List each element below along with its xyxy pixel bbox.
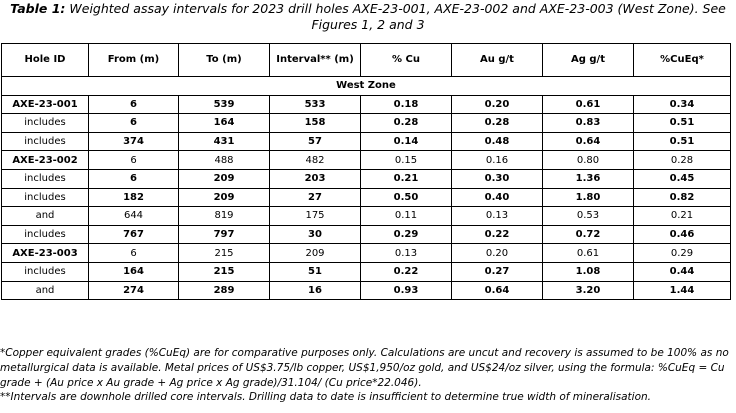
- au-cell: 0.13: [452, 207, 543, 226]
- cueq-cell: 0.21: [634, 207, 731, 226]
- au-cell: 0.28: [452, 114, 543, 133]
- interval-cell: 27: [270, 188, 361, 207]
- zone-row: [2, 77, 731, 96]
- ag-cell: 0.61: [543, 244, 634, 263]
- table-row: [2, 262, 731, 281]
- zone-label: West Zone: [2, 77, 731, 96]
- header-interval: Interval** (m): [270, 44, 361, 77]
- to-cell: 797: [179, 225, 270, 244]
- cu-cell: 0.93: [361, 281, 452, 300]
- cu-cell: 0.11: [361, 207, 452, 226]
- cueq-cell: 0.46: [634, 225, 731, 244]
- hole-id-cell: AXE-23-003: [2, 244, 89, 263]
- from-cell: 6: [89, 244, 179, 263]
- to-cell: 488: [179, 151, 270, 170]
- footnote-intervals: **Intervals are downhole drilled core intervals. Drilling data to date is insufficient to determine true width of mineralisation.: [0, 391, 651, 404]
- hole-id-cell: includes: [2, 225, 89, 244]
- cu-cell: 0.28: [361, 114, 452, 133]
- cueq-cell: 0.34: [634, 95, 731, 114]
- cu-cell: 0.14: [361, 132, 452, 151]
- from-cell: 767: [89, 225, 179, 244]
- interval-cell: 203: [270, 169, 361, 188]
- interval-cell: 16: [270, 281, 361, 300]
- hole-id-cell: includes: [2, 132, 89, 151]
- header-au: Au g/t: [452, 44, 543, 77]
- from-cell: 6: [89, 169, 179, 188]
- interval-cell: 57: [270, 132, 361, 151]
- cueq-cell: 1.44: [634, 281, 731, 300]
- table-row: [2, 281, 731, 300]
- to-cell: 209: [179, 188, 270, 207]
- header-ag: Ag g/t: [543, 44, 634, 77]
- table-row: [2, 244, 731, 263]
- from-cell: 6: [89, 114, 179, 133]
- cueq-cell: 0.28: [634, 151, 731, 170]
- cueq-cell: 0.45: [634, 169, 731, 188]
- cueq-cell: 0.82: [634, 188, 731, 207]
- interval-cell: 51: [270, 262, 361, 281]
- au-cell: 0.64: [452, 281, 543, 300]
- header-to: To (m): [179, 44, 270, 77]
- cu-cell: 0.18: [361, 95, 452, 114]
- hole-id-cell: and: [2, 281, 89, 300]
- hole-id-cell: AXE-23-001: [2, 95, 89, 114]
- ag-cell: 0.53: [543, 207, 634, 226]
- au-cell: 0.20: [452, 95, 543, 114]
- au-cell: 0.16: [452, 151, 543, 170]
- from-cell: 644: [89, 207, 179, 226]
- hole-id-cell: and: [2, 207, 89, 226]
- ag-cell: 0.61: [543, 95, 634, 114]
- ag-cell: 1.36: [543, 169, 634, 188]
- header-from: From (m): [89, 44, 179, 77]
- hole-id-cell: includes: [2, 169, 89, 188]
- table-row: [2, 188, 731, 207]
- to-cell: 215: [179, 244, 270, 263]
- interval-cell: 30: [270, 225, 361, 244]
- table-caption: [0, 1, 736, 33]
- from-cell: 164: [89, 262, 179, 281]
- au-cell: 0.40: [452, 188, 543, 207]
- ag-cell: 0.80: [543, 151, 634, 170]
- cu-cell: 0.22: [361, 262, 452, 281]
- header-cueq: %CuEq*: [634, 44, 731, 77]
- from-cell: 374: [89, 132, 179, 151]
- cueq-cell: 0.51: [634, 114, 731, 133]
- to-cell: 215: [179, 262, 270, 281]
- footnotes: [0, 346, 734, 405]
- interval-cell: 158: [270, 114, 361, 133]
- header-cu: % Cu: [361, 44, 452, 77]
- ag-cell: 0.64: [543, 132, 634, 151]
- from-cell: 6: [89, 95, 179, 114]
- to-cell: 819: [179, 207, 270, 226]
- cu-cell: 0.50: [361, 188, 452, 207]
- table-row: [2, 132, 731, 151]
- au-cell: 0.30: [452, 169, 543, 188]
- hole-id-cell: includes: [2, 114, 89, 133]
- interval-cell: 209: [270, 244, 361, 263]
- cueq-cell: 0.51: [634, 132, 731, 151]
- ag-cell: 3.20: [543, 281, 634, 300]
- interval-cell: 482: [270, 151, 361, 170]
- hole-id-cell: includes: [2, 262, 89, 281]
- from-cell: 182: [89, 188, 179, 207]
- table-row: [2, 95, 731, 114]
- cueq-cell: 0.44: [634, 262, 731, 281]
- header-hole-id: Hole ID: [2, 44, 89, 77]
- cu-cell: 0.21: [361, 169, 452, 188]
- to-cell: 431: [179, 132, 270, 151]
- table-row: [2, 169, 731, 188]
- to-cell: 539: [179, 95, 270, 114]
- assay-table: [1, 43, 731, 300]
- from-cell: 6: [89, 151, 179, 170]
- table-row: [2, 151, 731, 170]
- au-cell: 0.22: [452, 225, 543, 244]
- caption-lead: Table 1:: [10, 1, 66, 16]
- caption-text: Weighted assay intervals for 2023 drill holes AXE-23-001, AXE-23-002 and AXE-23-003 (West Zone). See Figures 1, 2 and 3: [69, 1, 726, 32]
- to-cell: 209: [179, 169, 270, 188]
- ag-cell: 0.72: [543, 225, 634, 244]
- to-cell: 164: [179, 114, 270, 133]
- hole-id-cell: AXE-23-002: [2, 151, 89, 170]
- ag-cell: 0.83: [543, 114, 634, 133]
- ag-cell: 1.08: [543, 262, 634, 281]
- ag-cell: 1.80: [543, 188, 634, 207]
- au-cell: 0.27: [452, 262, 543, 281]
- interval-cell: 175: [270, 207, 361, 226]
- cu-cell: 0.15: [361, 151, 452, 170]
- table-row: [2, 114, 731, 133]
- table-row: [2, 207, 731, 226]
- header-row: [2, 44, 731, 77]
- au-cell: 0.48: [452, 132, 543, 151]
- cu-cell: 0.13: [361, 244, 452, 263]
- interval-cell: 533: [270, 95, 361, 114]
- to-cell: 289: [179, 281, 270, 300]
- au-cell: 0.20: [452, 244, 543, 263]
- table-body: [2, 77, 731, 300]
- cu-cell: 0.29: [361, 225, 452, 244]
- table-row: [2, 225, 731, 244]
- from-cell: 274: [89, 281, 179, 300]
- footnote-cueq: *Copper equivalent grades (%CuEq) are for comparative purposes only. Calculations are uncut and recovery is assumed to be 100% as no metallurgical data is available. Metal prices of US$3.75/lb copper, US$1,950/oz gold, and US$24/oz silver, using the formula: %CuEq = Cu grade + (Au price x Au grade + Ag price x Ag grade)/31.104/ (Cu price*22.046).: [0, 347, 729, 389]
- hole-id-cell: includes: [2, 188, 89, 207]
- cueq-cell: 0.29: [634, 244, 731, 263]
